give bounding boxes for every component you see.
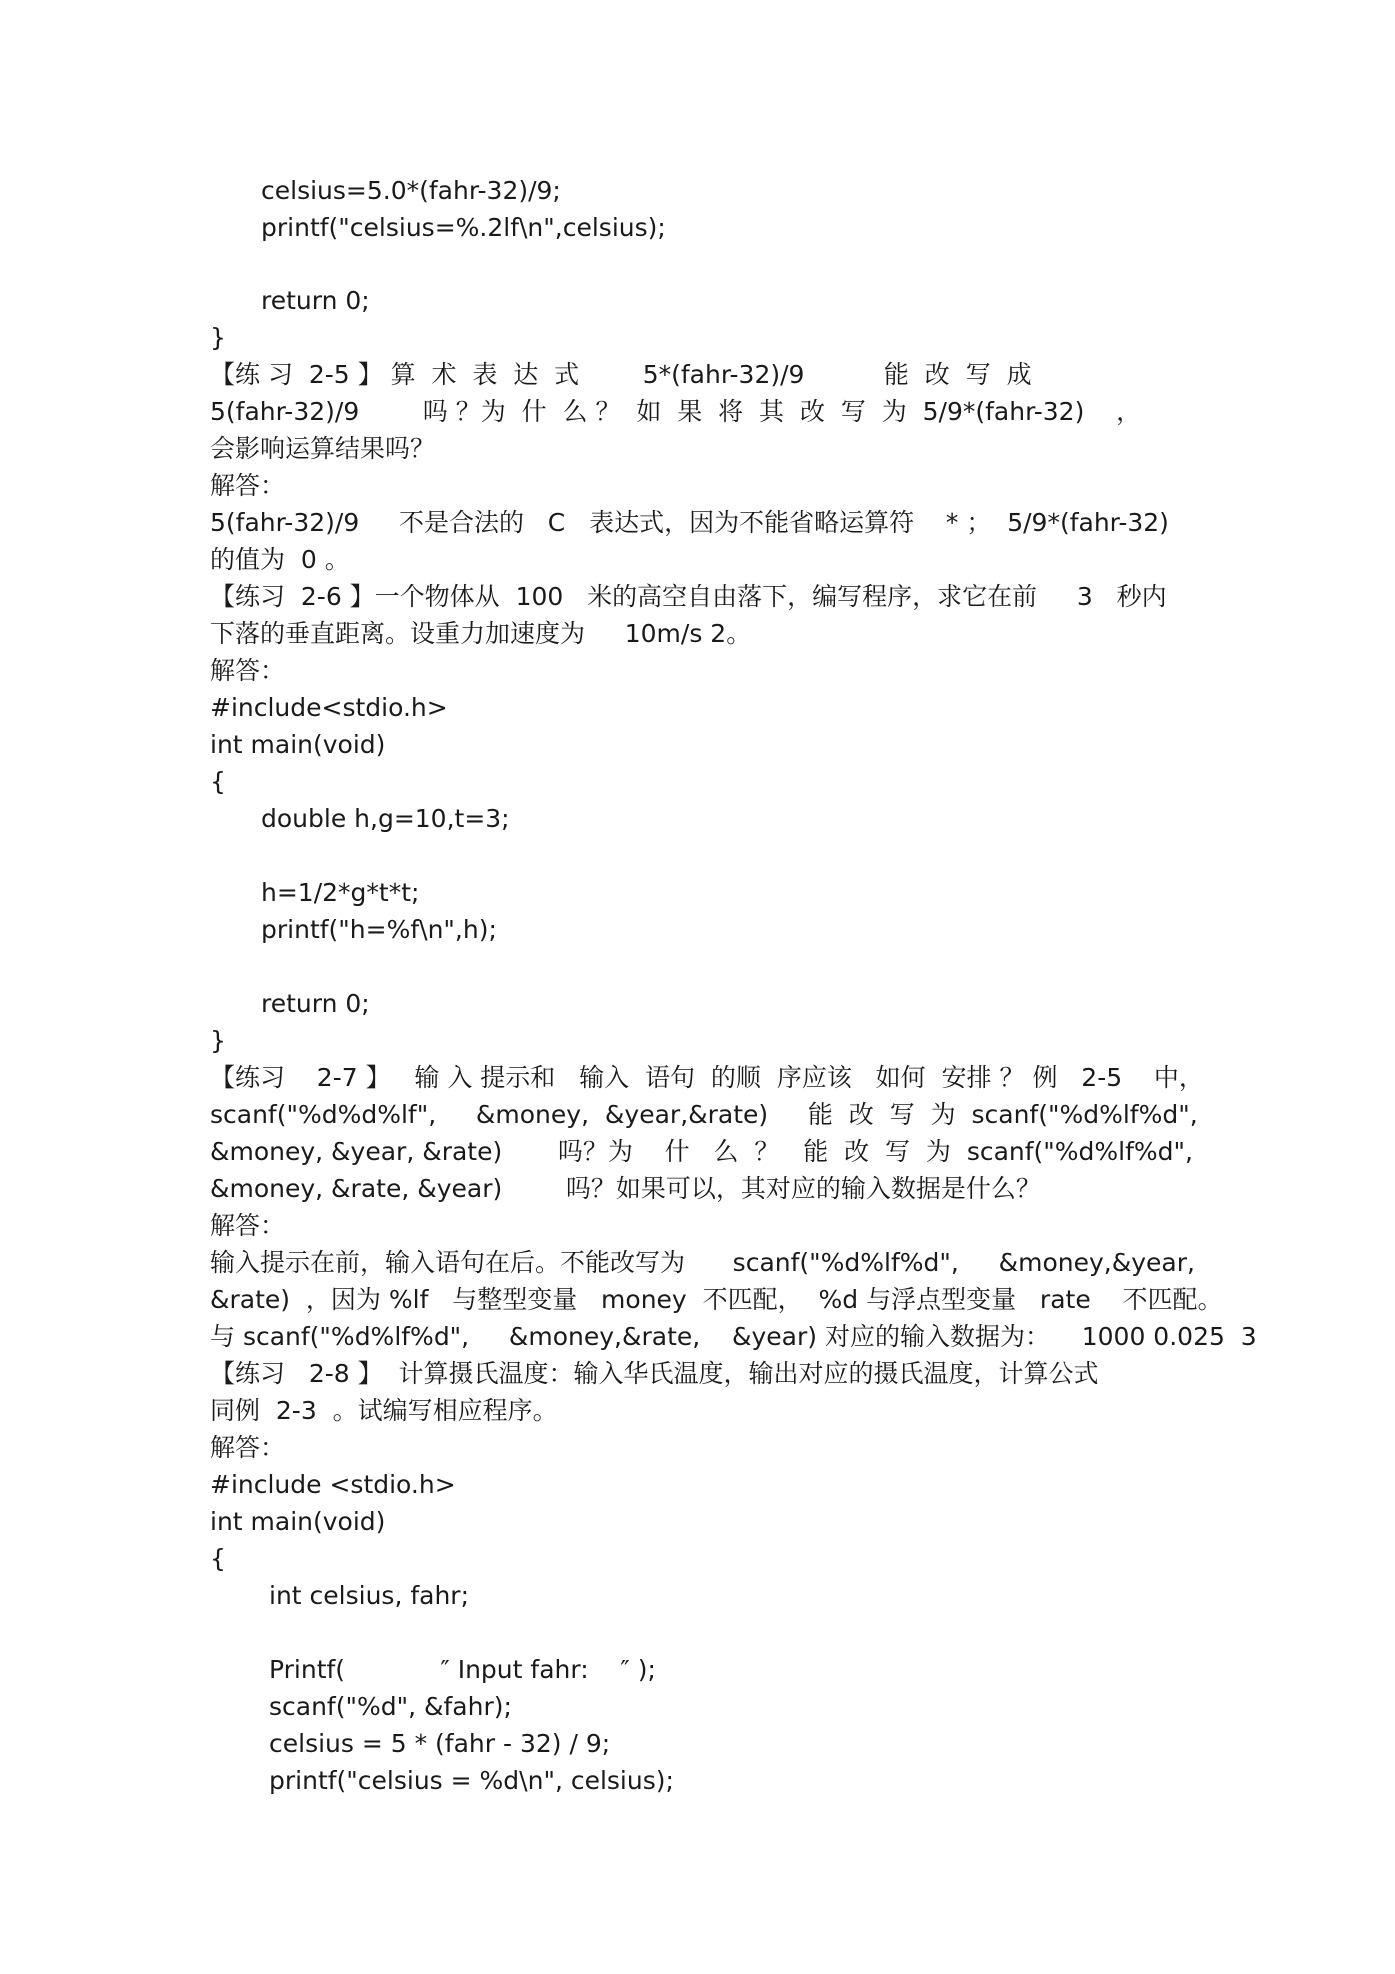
code-line: } — [210, 1026, 226, 1055]
exercise-heading: 【练习 2-8 】 计算摄氏温度：输入华氏温度，输出对应的摄氏温度，计算公式 — [210, 1359, 1099, 1388]
text-line: 5(fahr-32)/9 不是合法的 C 表达式，因为不能省略运算符 * ； 5/9*(fahr-32) — [210, 508, 1169, 537]
code-line: { — [210, 1544, 226, 1573]
answer-label: 解答： — [210, 471, 286, 500]
text-line: &rate) ，因为 %lf 与整型变量 money 不匹配， %d 与浮点型变量 rate 不匹配。 — [210, 1285, 1223, 1314]
code-line: double h,g=10,t=3; — [261, 804, 510, 833]
text-line: &money, &rate, &year) 吗？如果可以，其对应的输入数据是什么？ — [210, 1174, 1041, 1203]
text-line: 5(fahr-32)/9 吗 ？为 什 么 ？ 如 果 将 其 改 写 为 5/9*(fahr-32) ， — [210, 397, 1142, 426]
code-line: { — [210, 767, 226, 796]
code-line: celsius = 5 * (fahr - 32) / 9; — [269, 1729, 611, 1758]
text-line: 的值为 0 。 — [210, 545, 350, 574]
code-line: #include<stdio.h> — [210, 693, 448, 722]
code-line: h=1/2*g*t*t; — [261, 878, 420, 907]
exercise-heading: 【练习 2-7 】 输 入 提示和 输入 语句 的顺 序应该 如何 安排 ？ 例 2-5 中， — [210, 1063, 1204, 1092]
text-line: &money, &year, &rate) 吗？为 什 么 ？ 能 改 写 为 scanf("%d%lf%d", — [210, 1137, 1193, 1166]
text-line: scanf("%d%d%lf", &money, &year,&rate) 能 改 写 为 scanf("%d%lf%d", — [210, 1100, 1198, 1129]
code-line: } — [210, 323, 226, 352]
text-line: 下落的垂直距离。设重力加速度为 10m/s 2。 — [210, 619, 752, 648]
code-line: int main(void) — [210, 1507, 386, 1536]
text-line: 输入提示在前，输入语句在后。不能改写为 scanf("%d%lf%d", &money,&year, — [210, 1248, 1195, 1277]
code-line: printf("h=%f\n",h); — [261, 915, 497, 944]
code-line: return 0; — [261, 286, 370, 315]
answer-label: 解答： — [210, 1433, 286, 1462]
code-line: int celsius, fahr; — [269, 1581, 470, 1610]
code-line: #include <stdio.h> — [210, 1470, 456, 1499]
exercise-heading: 【练 习 2-5 】 算 术 表 达 式 5*(fahr-32)/9 能 改 写 成 — [210, 360, 1032, 389]
code-line: int main(void) — [210, 730, 386, 759]
code-line: celsius=5.0*(fahr-32)/9; — [261, 176, 561, 205]
code-line: printf("celsius = %d\n", celsius); — [269, 1766, 674, 1795]
text-line: 同例 2-3 。试编写相应程序。 — [210, 1396, 558, 1425]
code-line: return 0; — [261, 989, 370, 1018]
code-line: printf("celsius=%.2lf\n",celsius); — [261, 213, 666, 242]
code-line: scanf("%d", &fahr); — [269, 1692, 512, 1721]
answer-label: 解答： — [210, 656, 286, 685]
exercise-heading: 【练习 2-6 】一个物体从 100 米的高空自由落下，编写程序，求它在前 3 秒内 — [210, 582, 1167, 611]
text-line: 与 scanf("%d%lf%d", &money,&rate, &year) 对应的输入数据为： 1000 0.025 3 — [210, 1322, 1257, 1351]
code-line: Printf( ″ Input fahr: ″ ); — [269, 1655, 656, 1684]
answer-label: 解答： — [210, 1211, 286, 1240]
text-line: 会影响运算结果吗？ — [210, 434, 436, 463]
